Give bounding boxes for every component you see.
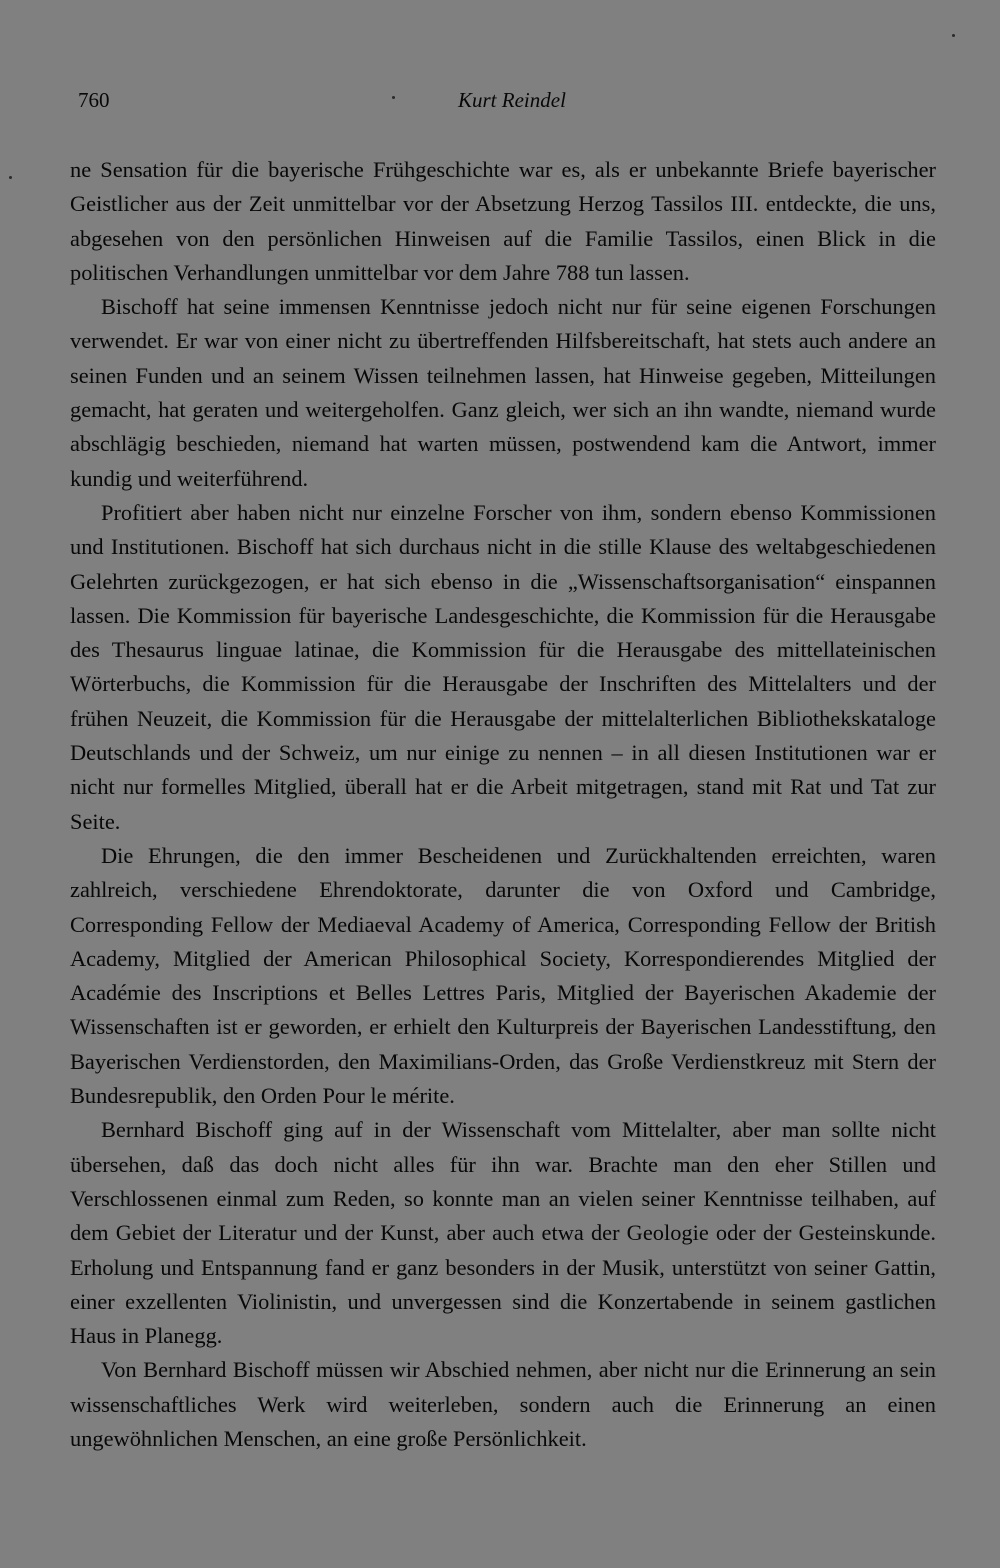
scan-speck (952, 34, 955, 37)
running-header (78, 88, 933, 118)
scan-speck (9, 176, 12, 179)
paragraph: Die Ehrungen, die den immer Bescheidenen und Zurückhaltenden erreichten, waren zahlreich, verschiedene Ehrendoktorate, darunter die von Oxford und Cambridge, Corresponding Fellow der Mediaeval Academy of America, Corresponding Fellow der British Academy, Mitglied der American Philosophical Society, Korrespondierendes Mitglied der Académie des Inscriptions et Belles Lettres Paris, Mitglied der Bayerischen Akademie der Wissenschaften ist er geworden, er erhielt den Kulturpreis der Bayerischen Landesstiftung, den Bayerischen Verdienstorden, den Maximilians-Orden, das Große Verdienstkreuz mit Stern der Bundesrepublik, den Orden Pour le mérite. (70, 842, 936, 1109)
paragraph: Profitiert aber haben nicht nur einzelne Forscher von ihm, sondern ebenso Kommissionen und Institutionen. Bischoff hat sich durchaus nicht in die stille Klause des weltabgeschiedenen Gelehrten zurückgezogen, er hat sich ebenso in die „Wissenschaftsorganisation“ einspannen lassen. Die Kommission für bayerische Landesgeschichte, die Kommission für die Herausgabe des Thesaurus linguae latinae, die Kommission für die Herausgabe des mittellateinischen Wörterbuchs, die Kommission für die Herausgabe der Inschriften des Mittelalters und der frühen Neuzeit, die Kommission für die Herausgabe der mittelalterlichen Bibliothekskataloge Deutschlands und der Schweiz, um nur einige zu nennen – in all diesen Institutionen war er nicht nur formelles Mitglied, überall hat er die Arbeit mitgetragen, stand mit Rat und Tat zur Seite. (70, 499, 936, 834)
page-number: 760 (78, 88, 110, 112)
running-head-author: Kurt Reindel (458, 88, 566, 112)
paragraph: ne Sensation für die bayerische Frühgeschichte war es, als er unbekannte Briefe bayerischer Geistlicher aus der Zeit unmittelbar vor der Absetzung Herzog Tassilos III. entdeckte, die uns, abgesehen von den persönlichen Hinweisen auf die Familie Tassilos, einen Blick in die politischen Verhandlungen unmittelbar vor dem Jahre 788 tun lassen. (70, 157, 936, 285)
body-text (70, 153, 936, 1456)
paragraph: Von Bernhard Bischoff müssen wir Abschied nehmen, aber nicht nur die Erinnerung an sein wissenschaftliches Werk wird weiterleben, sondern auch die Erinnerung an einen ungewöhnlichen Menschen, an eine große Persönlichkeit. (70, 1357, 936, 1451)
paragraph: Bernhard Bischoff ging auf in der Wissenschaft vom Mittelalter, aber man sollte nicht übersehen, daß das doch nicht alles für ihn war. Brachte man den eher Stillen und Verschlossenen einmal zum Reden, so konnte man an vielen seiner Kenntnisse teilhaben, auf dem Gebiet der Literatur und der Kunst, aber auch etwa der Geologie oder der Gesteinskunde. Erholung und Entspannung fand er ganz besonders in der Musik, unterstützt von seiner Gattin, einer exzellenten Violinistin, und unvergessen sind die Konzertabende in seinem gastlichen Haus in Planegg. (70, 1117, 936, 1349)
paragraph: Bischoff hat seine immensen Kenntnisse jedoch nicht nur für seine eigenen Forschungen verwendet. Er war von einer nicht zu übertreffenden Hilfsbereitschaft, hat stets auch andere an seinen Funden und an seinem Wissen teilnehmen lassen, hat Hinweise gegeben, Mitteilungen gemacht, hat geraten und weitergeholfen. Ganz gleich, wer sich an ihn wandte, niemand wurde abschlägig beschieden, niemand hat warten müssen, postwendend kam die Antwort, immer kundig und weiterführend. (70, 294, 936, 491)
